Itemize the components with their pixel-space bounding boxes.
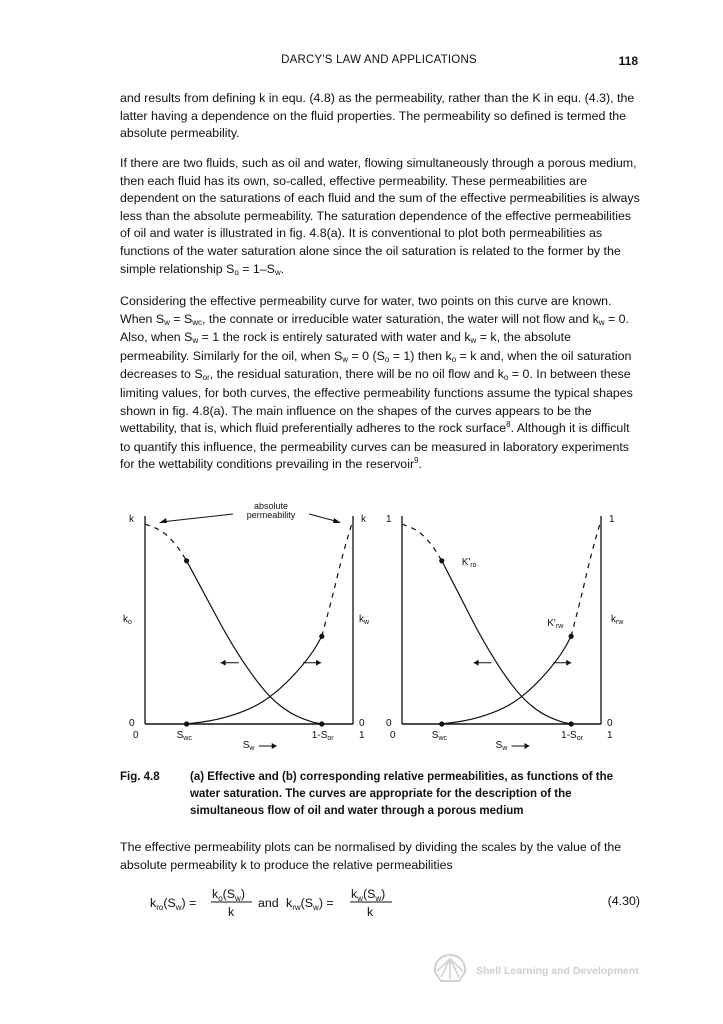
panel-b-relative-permeability [386,514,624,752]
arrow-head-left [221,660,226,666]
right-axis-zero: 0 [607,718,613,729]
series-line-kw [187,636,322,724]
footer-brand-text: Shell Learning and Development [476,965,639,977]
x-tick-label: 1 [607,730,613,741]
x-tick-label: $S_{wc}$ [431,730,448,742]
equation-lhs-kro: $k_{ro}(S_w)$ = [150,896,197,912]
annotation-arrow-head [333,518,341,523]
page-number: 118 [618,54,638,68]
series-line-k-rw [442,636,571,724]
equation-numerator-ko: $k_o(S_w)$ [212,887,245,903]
p3-text-i: In between these limiting values, for both curves, the effective permeability functions assume the typical shapes shown in fig. 4.8(a). The main influence on the shapes of the curves appears to be the wettability, that is, which fluid preferentially adheres to the rock surface [120,367,633,436]
data-point [319,634,324,639]
equation-lhs-krw: $k_{rw}(S_w)$ = [286,896,334,912]
x-axis-label: $S_w$ [242,740,255,752]
equation-denominator-1: k [228,905,235,919]
left-axis-label: $k_o$ [123,614,132,626]
right-axis-zero: 0 [359,718,365,729]
equation-numerator-kw: $k_w(S_w)$ [351,887,386,903]
series-line-k-rw-sw-1-sor- [571,520,601,636]
data-point [439,558,444,563]
paragraph-4: The effective permeability plots can be normalised by dividing the scales by the value of the absolute permeability k to produce the relative permeabilities [120,840,622,872]
x-tick-label: $1-S_{or}$ [311,730,334,742]
left-axis-top: 1 [386,514,392,525]
right-axis-top: 1 [609,514,615,525]
paragraph-1: and results from defining k in equ. (4.8) as the permeability, rather than the K in equ. (4.3), the latter having a dependence on the fluid properties. The permeability so defined is termed the absolute permeability. [120,91,635,141]
x-tick-label: $1-S_{or}$ [561,730,583,742]
caption-text: (a) Effective and (b) corresponding relative permeabilities, as functions of the water saturation. The curves are appropriate for the description of the simultaneous flow of oil and water through a porous medium [190,771,614,818]
right-axis-label: $k_w$ [359,614,370,626]
equation-number: (4.30) [607,894,640,908]
p3-text-c: Also, when [120,330,185,345]
p3-text-d: the rock is entirely saturated with water and [219,330,465,345]
permeability-charts [115,500,635,762]
saturation-relation: $S_o = 1-S_w$. [226,261,285,277]
p3-text-k: . [418,457,422,472]
data-point [569,634,574,639]
shell-logo-icon [432,953,468,985]
p3-text-h: the residual saturation, there will be no oil flow and [213,367,498,382]
x-axis-label: $S_w$ [495,740,508,752]
arrow-head-right [566,660,571,666]
curve-label-krw: $K'_{rw}$ [547,618,564,631]
figure-4-8 [115,500,635,762]
left-axis-top: k [129,514,134,525]
data-point [319,721,324,726]
x-tick-label: 0 [390,730,396,741]
series-line-ko [187,561,322,724]
annotation-line-2: permeability [246,510,296,520]
right-axis-top: k [361,514,366,525]
paragraph-3: Considering the effective permeability curve for water, two points on this curve are known. When $S_w = S_{wc}$, the connate or irreducible water saturation, the water will not flow and $k_w = 0$. Also, when $S_w = 1$ the rock is entirely saturated with water and $k_w = k$, the absolute permeability. Similarly for the oil, when $S_w = 0$ $(S_o = 1)$ then $k_o = k$ and, when the oil saturation decreases to $S_{or}$, the residual saturation, there will be no oil flow and $k_o = 0$. In between these limiting values, for both curves, the effective permeability functions assume the typical shapes shown in fig. 4.8(a). The main influence on the shapes of the curves appears to be the wettability, that is, which fluid preferentially adheres to the rock surface$^8$. Although it is difficult to quantify this influence, the permeability curves can be measured in laboratory experiments for the wettability conditions prevailing in the reservoir$^9$. [120,294,633,472]
annotation-line-1: absolute [253,501,289,511]
caption-label: Fig. 4.8 [120,771,160,783]
arrow-head-left [474,660,479,666]
curve-label-kro: $K'_{ro}$ [461,556,477,569]
x-tick-label: 1 [359,730,365,741]
equation-formula [150,882,450,922]
x-axis-arrow-head [272,743,277,749]
paragraph-2 [120,155,640,279]
p3-text-f: then [417,348,446,363]
series-line-kw-sw-1-sor- [322,520,353,636]
data-point [184,721,189,726]
p3-text-g: and, when the oil saturation decreases to [120,348,632,382]
data-point [184,558,189,563]
series-line-ko-sw-swc- [145,524,187,561]
x-tick-label: $S_{wc}$ [176,730,192,742]
paragraph-2-text: If there are two fluids, such as oil and water, flowing simultaneously through a porous medium, then each fluid has its own, so-called, effective permeability. These permeabilities are dependent on the saturations of each fluid and the sum of the effective permeabilities is always less than the absolute permeability. The saturation dependence of the effective permeabilities of oil and water is illustrated in fig. 4.8(a). It is conventional to plot both permeabilities as functions of the water saturation alone since the oil saturation is related to the former by the simple relationship [120,156,640,276]
series-line-k-ro [442,561,571,724]
arrow-head-right [316,660,321,666]
running-title: DARCY'S LAW AND APPLICATIONS [281,54,477,66]
p3-text-a: Considering the effective permeability curve for water, two points on this curve are known. When [120,294,612,326]
left-axis-zero: 0 [129,718,135,729]
series-line-k-ro-sw-swc- [402,524,442,561]
annotation-arrow-head [159,518,167,523]
equation-4-30 [150,882,640,922]
annotation-arrow-left [161,514,233,522]
page-header [120,54,638,70]
footer-branding [432,953,642,987]
equation-connector: and [258,896,279,910]
p3-text-e: the absolute permeability. Similarly for the oil, when [120,330,572,363]
p3-text-b: the connate or irreducible water saturation, the water will not flow and [205,311,593,326]
right-axis-label: $k_{rw}$ [611,614,624,626]
x-tick-label: 0 [133,730,139,741]
panel-a-effective-permeability [123,501,370,752]
equation-denominator-2: k [367,905,374,919]
left-axis-zero: 0 [386,718,392,729]
p3-text-j: . Although it is difficult to quantify this influence, the permeability curves can be measured in laboratory experiments for the wettability conditions prevailing in the reservoir [120,421,630,472]
data-point [569,721,574,726]
data-point [439,721,444,726]
x-axis-arrow-head [525,743,530,749]
